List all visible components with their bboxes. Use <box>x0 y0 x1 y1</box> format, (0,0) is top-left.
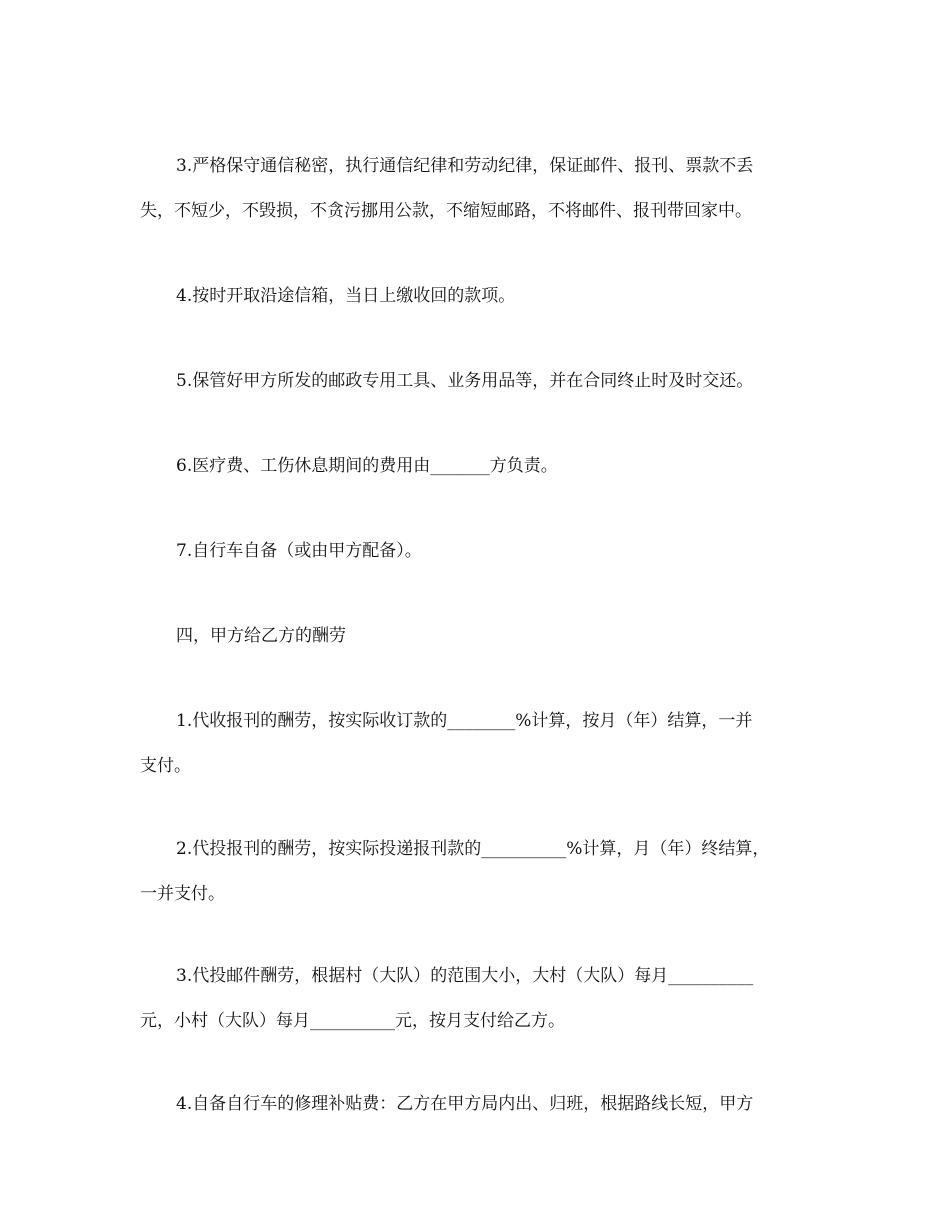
remuneration-3-line-1: 3.代投邮件酬劳，根据村（大队）的范围大小，大村（大队）每月__________ <box>176 966 754 986</box>
remuneration-4-line-1: 4.自备自行车的修理补贴费：乙方在甲方局内出、归班，根据路线长短，甲方 <box>176 1094 754 1114</box>
clause-3-line-2: 失，不短少，不毁损，不贪污挪用公款，不缩短邮路，不将邮件、报刊带回家中。 <box>140 201 752 221</box>
remuneration-3-line-2: 元，小村（大队）每月__________元，按月支付给乙方。 <box>140 1011 565 1031</box>
clause-4: 4.按时开取沿途信箱，当日上缴收回的款项。 <box>176 286 516 306</box>
remuneration-1-line-1: 1.代收报刊的酬劳，按实际收订款的________%计算，按月（年）结算，一并 <box>176 711 753 731</box>
clause-6: 6.医疗费、工伤休息期间的费用由_______方负责。 <box>176 456 558 476</box>
remuneration-2-line-2: 一并支付。 <box>140 884 225 904</box>
remuneration-1-line-2: 支付。 <box>140 756 191 776</box>
clause-5: 5.保管好甲方所发的邮政专用工具、业务用品等，并在合同终止时及时交还。 <box>176 371 754 391</box>
clause-7: 7.自行车自备（或由甲方配备）。 <box>176 541 422 561</box>
clause-3-line-1: 3.严格保守通信秘密，执行通信纪律和劳动纪律，保证邮件、报刊、票款不丢 <box>176 156 754 176</box>
remuneration-2-line-1: 2.代投报刊的酬劳，按实际投递报刊款的__________%计算，月（年）终结算， <box>176 839 770 859</box>
section-heading-4: 四，甲方给乙方的酬劳 <box>176 626 346 646</box>
